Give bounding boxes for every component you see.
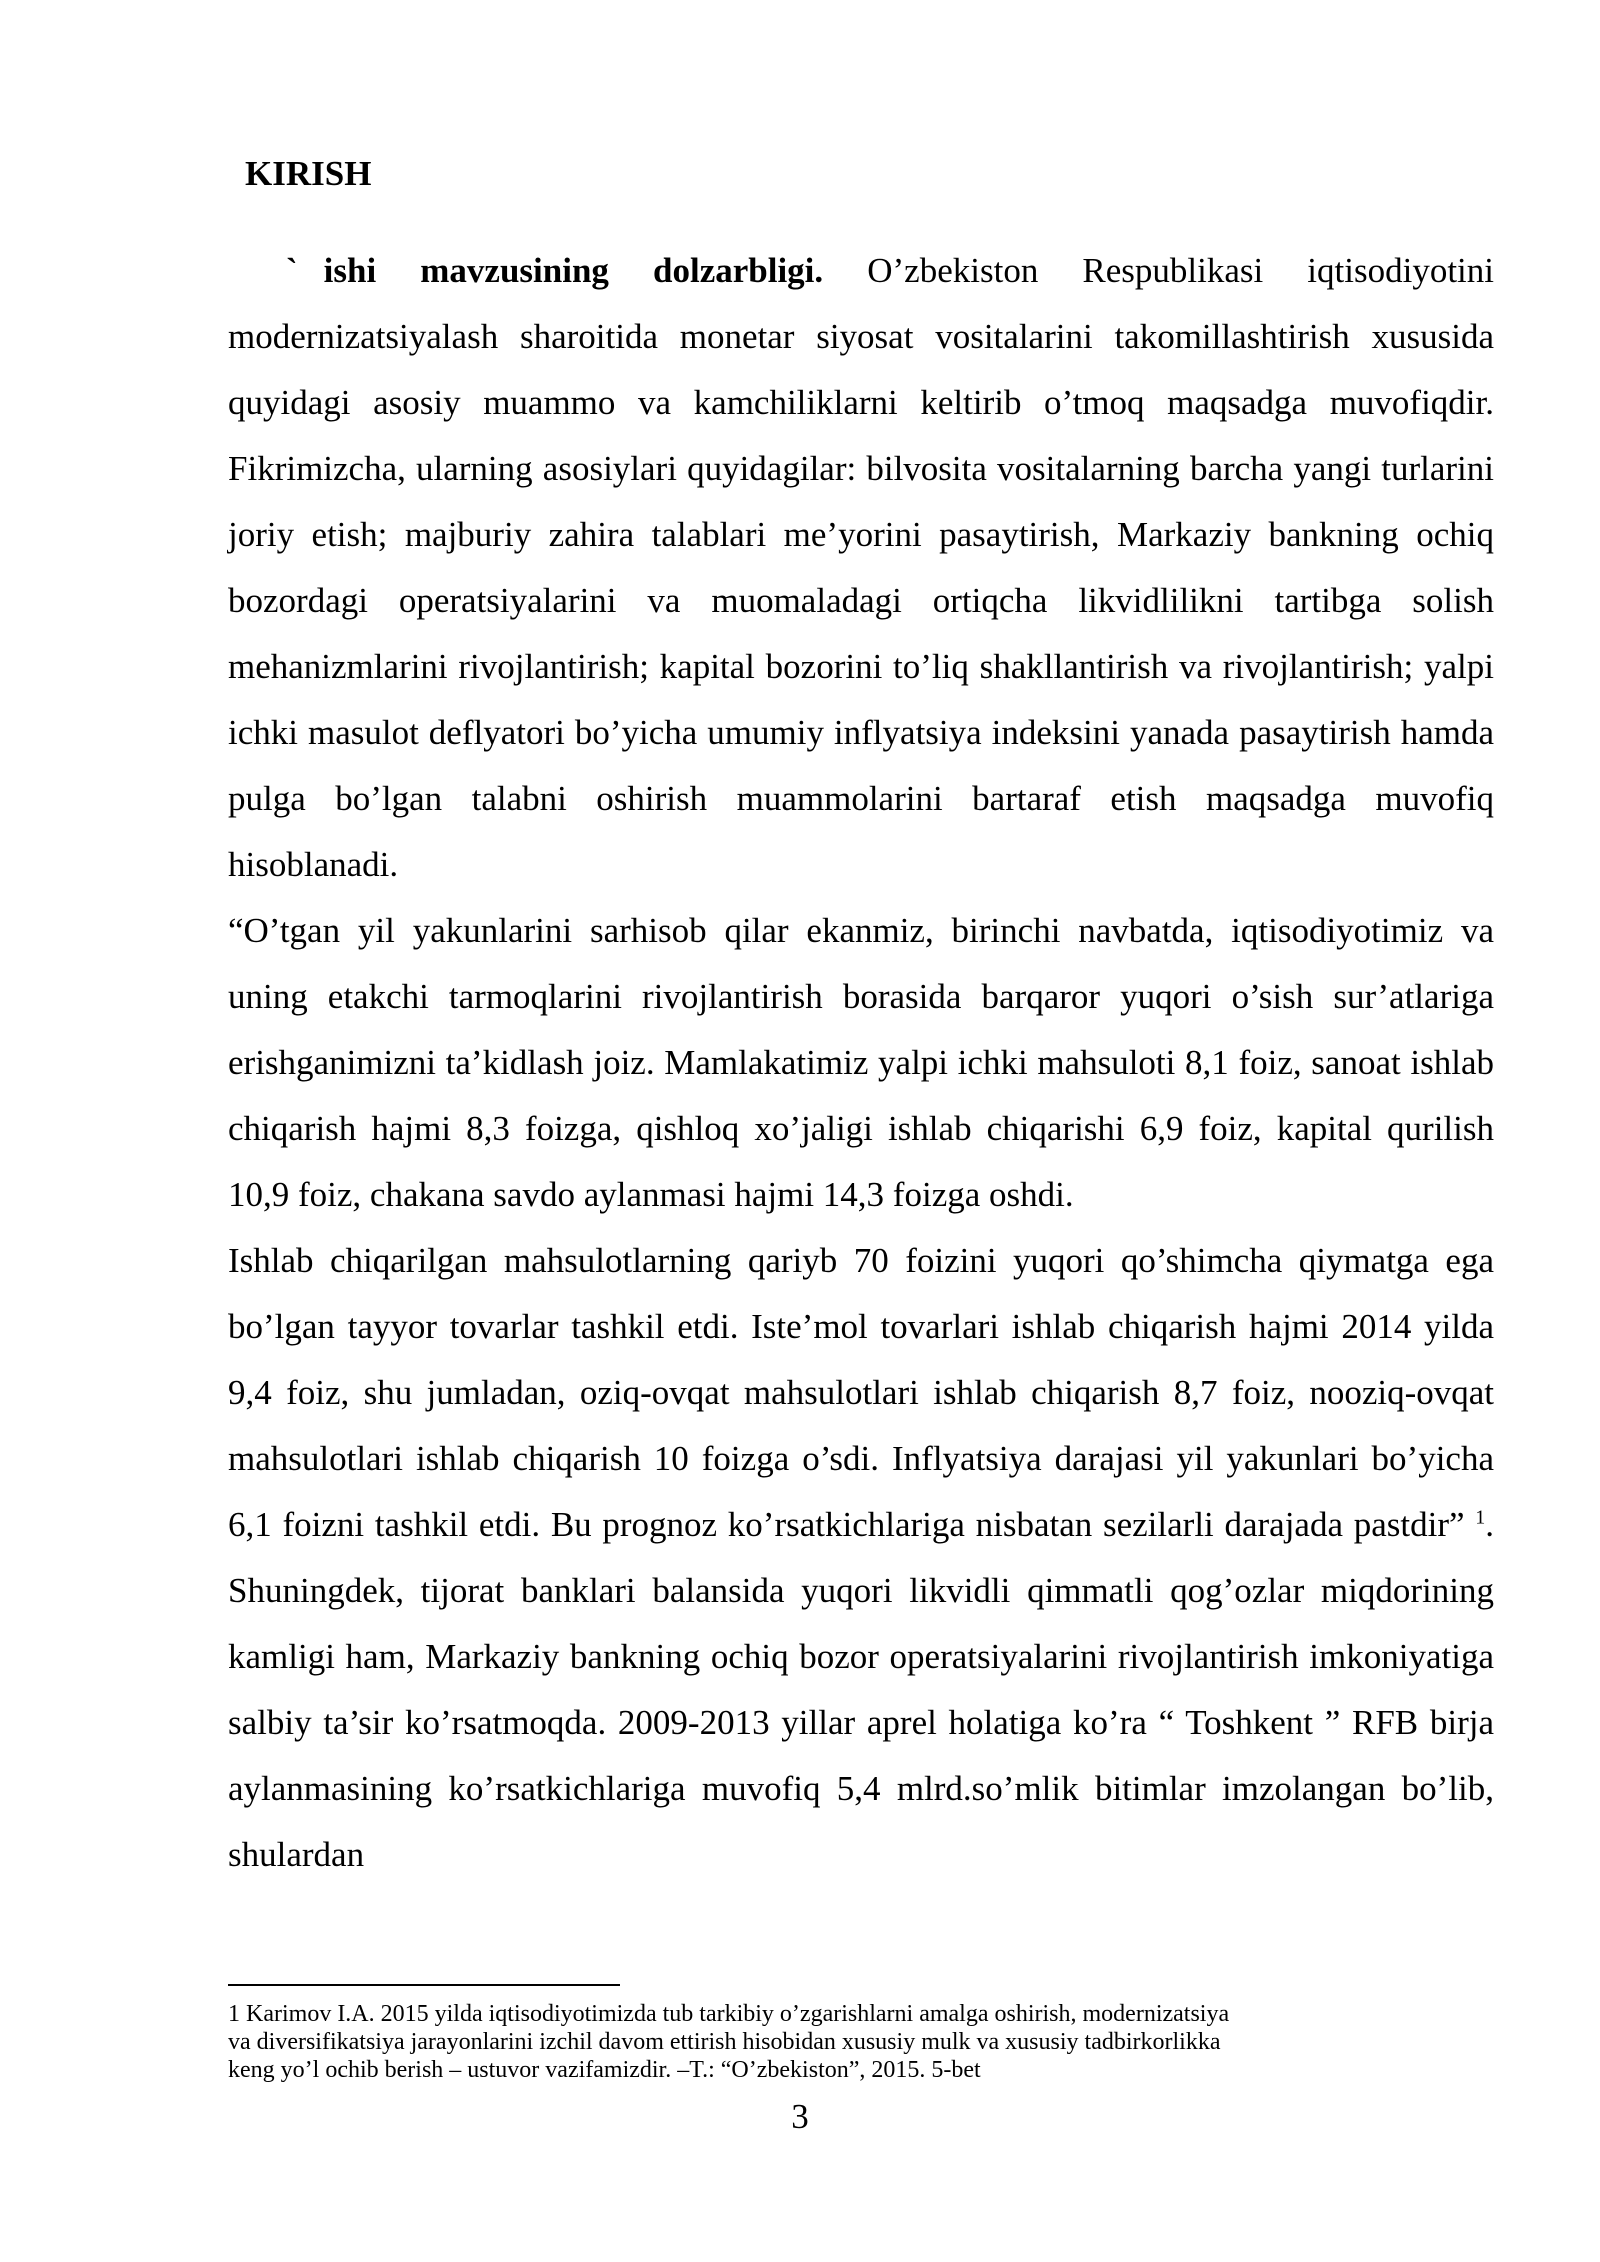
paragraph-quote: “O’tgan yil yakunlarini sarhisob qilar ekanmiz, birinchi navbatda, iqtisodiyotimiz va uning etakchi tarmoqlarini rivojlantirish borasida barqaror yuqori o’sish sur’atlariga erishganimizni ta’kidlash joiz. Mamlakatimiz yalpi ichki mahsuloti 8,1 foiz, sanoat ishlab chiqarish hajmi 8,3 foizga, qishloq xo’jaligi ishlab chiqarishi 6,9 foiz, kapital qurilish 10,9 foiz, chakana savdo aylanmasi hajmi 14,3 foizga oshdi.: [228, 911, 1494, 1214]
body-text: [228, 238, 1494, 1888]
paragraph-mark: `: [286, 251, 298, 290]
footnote-line: va diversifikatsiya jarayonlarini izchil davom ettirish hisobidan xususiy mulk va xususiy tadbirkorlikka: [228, 2029, 1221, 2055]
footnote-reference[interactable]: 1: [1475, 1506, 1486, 1529]
paragraph-text: Ishlab chiqarilgan mahsulotlarning qariyb 70 foizini yuqori qo’shimcha qiymatga ega bo’lgan tayyor tovarlar tashkil etdi. Iste’mol tovarlari ishlab chiqarish hajmi 2014 yilda 9,4 foiz, shu jumladan, oziq-ovqat mahsulotlari ishlab chiqarish 8,7 foiz, nooziq-ovqat mahsulotlari ishlab chiqarish 10 foizga o’sdi. Inflyatsiya darajasi yil yakunlari bo’yicha 6,1 foizni tashkil etdi. Bu prognoz ko’rsatkichlariga nisbatan sezilarli darajada pastdir”: [228, 1241, 1494, 1544]
footnote-line: 1 Karimov I.A. 2015 yilda iqtisodiyotimizda tub tarkibiy o’zgarishlarni amalga oshirish, modernizatsiya: [228, 2001, 1230, 2027]
footnote-divider: [228, 1984, 620, 1986]
footnote-line: keng yo’l ochib berish – ustuvor vazifamizdir. –T.: “O’zbekiston”, 2015. 5-bet: [228, 2057, 981, 2083]
footnote: [228, 2000, 1388, 2084]
paragraph-lead: ishi mavzusining dolzarbligi.: [323, 251, 824, 290]
paragraph-text: O’zbekiston Respublikasi iqtisodiyotini modernizatsiyalash sharoitida monetar siyosat vositalarini takomillashtirish xususida quyidagi asosiy muammo va kamchiliklarni keltirib o’tmoq maqsadga muvofiqdir. Fikrimizcha, ularning asosiylari quyidagilar: bilvosita vositalarning barcha yangi turlarini joriy etish; majburiy zahira talablari me’yorini pasaytirish, Markaziy bankning ochiq bozordagi operatsiyalarini va muomaladagi ortiqcha likvidlilikni tartibga solish mehanizmlarini rivojlantirish; kapital bozorini to’liq shakllantirish va rivojlantirish; yalpi ichki masulot deflyatori bo’yicha umumiy inflyatsiya indeksini yanada pasaytirish hamda pulga bo’lgan talabni oshirish muammolarini bartaraf etish maqsadga muvofiq hisoblanadi.: [228, 251, 1494, 884]
section-heading: KIRISH: [245, 154, 372, 193]
paragraph-production: [228, 1228, 1494, 1888]
page-number: 3: [791, 2097, 809, 2136]
paragraph-text: . Shuningdek, tijorat banklari balansida yuqori likvidli qimmatli qog’ozlar miqdorining kamligi ham, Markaziy bankning ochiq bozor operatsiyalarini rivojlantirish imkoniyatiga salbiy ta’sir ko’rsatmoqda. 2009-2013 yillar aprel holatiga ko’ra “ Toshkent ” RFB birja aylanmasining ko’rsatkichlariga muvofiq 5,4 mlrd.so’mlik bitimlar imzolangan bo’lib, shulardan: [228, 1505, 1494, 1874]
paragraph-relevance: [228, 238, 1494, 898]
